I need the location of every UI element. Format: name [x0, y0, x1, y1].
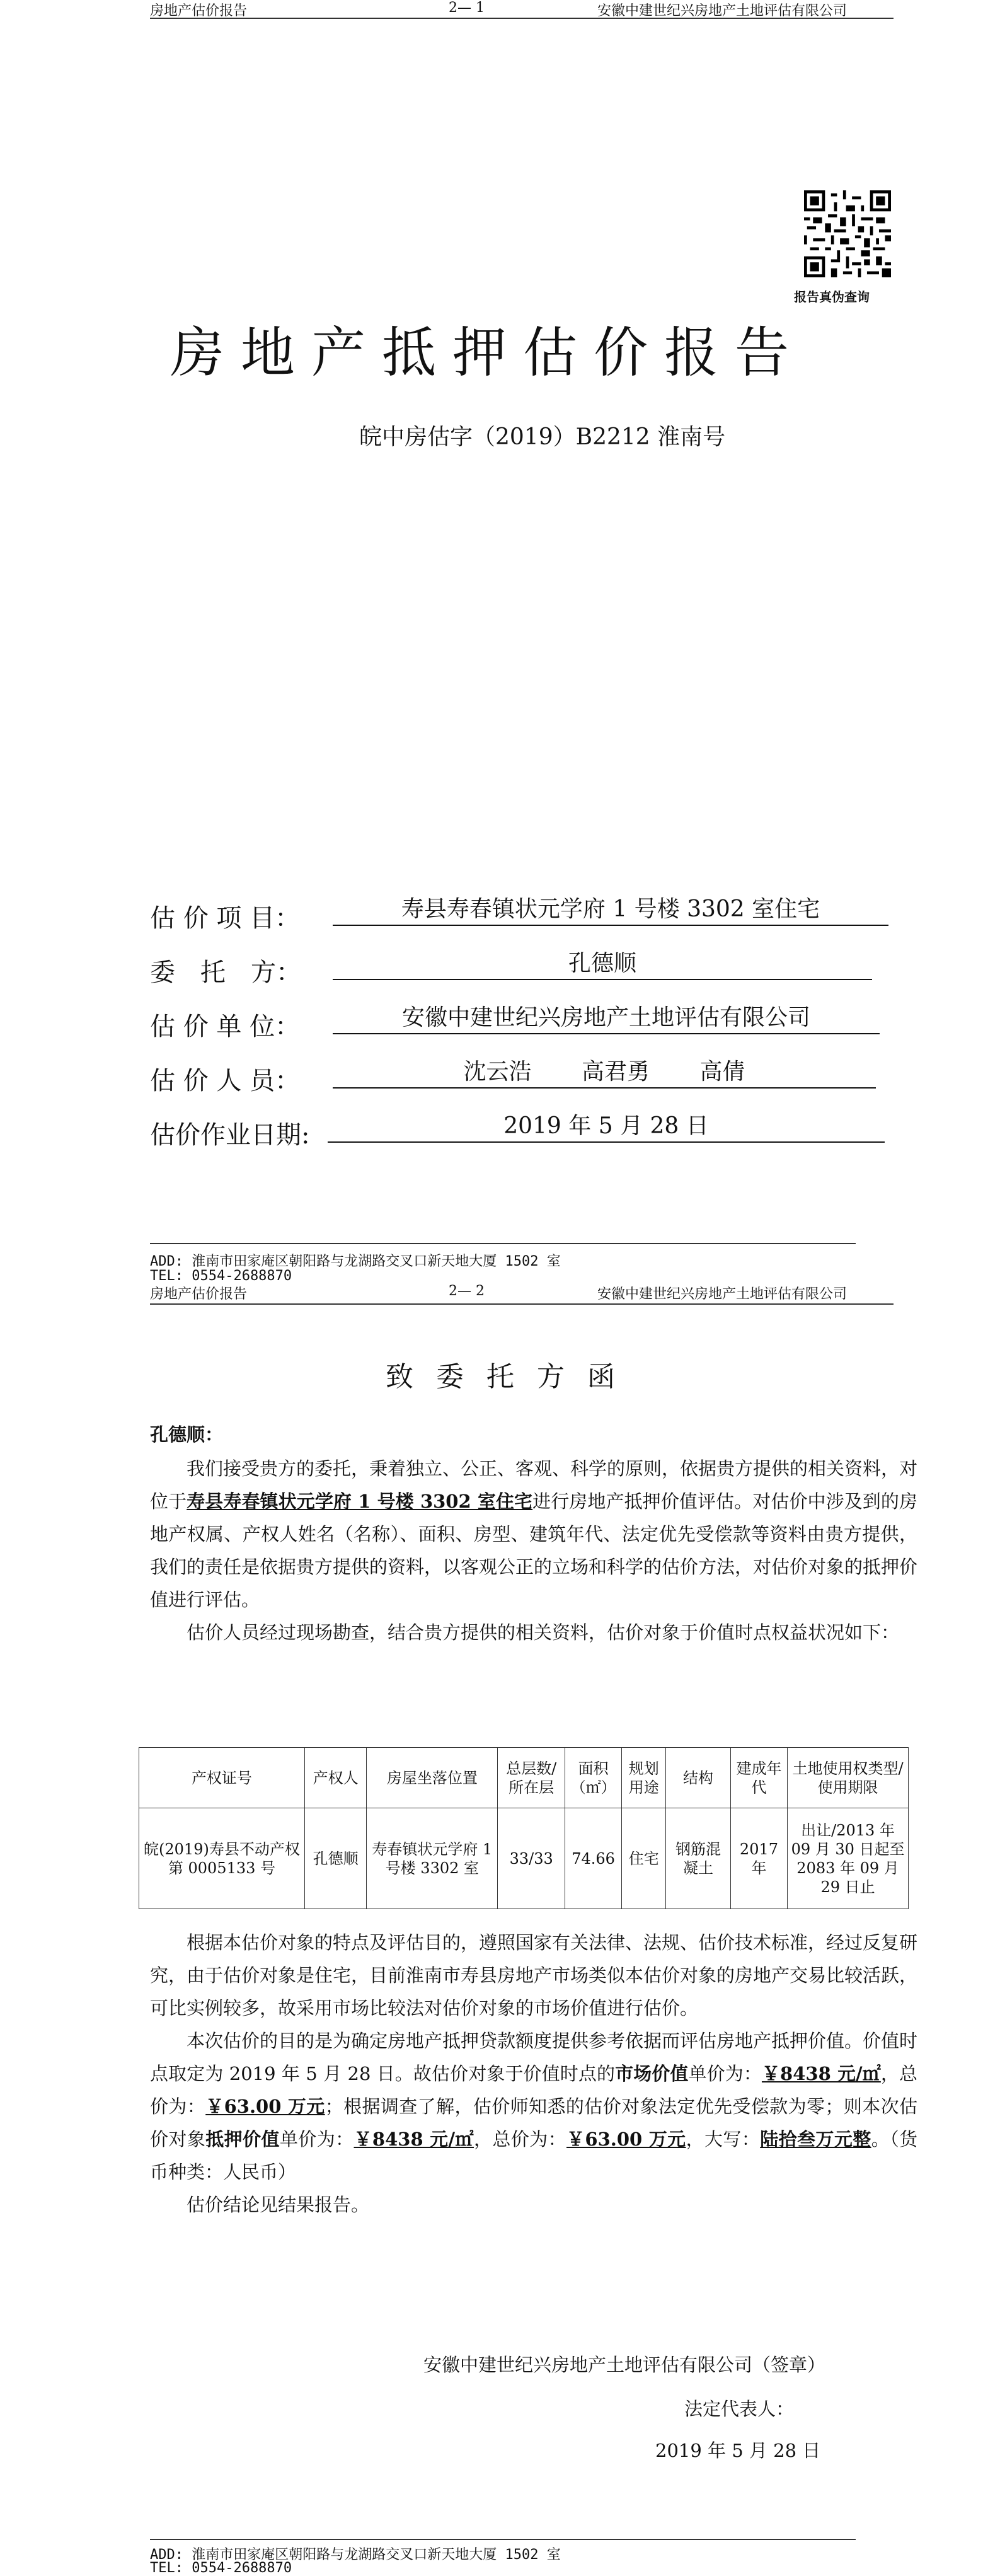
table-cell: 出让/2013 年 09 月 30 日起至 2083 年 09 月 29 日止 — [788, 1808, 909, 1909]
paragraph: 本次估价的目的是为确定房地产抵押贷款额度提供参考依据而评估房地产抵押价值。价值时点取定为 2019 年 5 月 28 日。故估价对象于价值时点的市场价值单价为：￥8438 元/㎡，总价为：￥63.00 万元；根据调查了解，估价师知悉的估价对象法定优先受偿款为零；则本次估价对象抵押价值单价为：￥8438 元/㎡，总价为：￥63.00 万元，大写：陆拾叁万元整。（货币种类：人民币） — [150, 2030, 918, 2183]
table-cell: 33/33 — [498, 1808, 565, 1909]
paragraph: 估价结论见结果报告。 — [187, 2194, 370, 2215]
table-cell: 住宅 — [622, 1808, 666, 1909]
amount-in-words: 陆拾叁万元整 — [760, 2128, 871, 2150]
signature-representative: 法定代表人： — [684, 2398, 795, 2420]
paragraph: 我们接受贵方的委托，秉着独立、公正、客观、科学的原则，依据贵方提供的相关资料，对位于寿县寿春镇状元学府 1 号楼 3302 室住宅进行房地产抵押价值评估。对估价中涉及到的房地产权属、产权人姓名（名称）、面积、房型、建筑年代、法定优先受偿款等资料由贵方提供，我们的责任是依据贵方提供的资料，以客观公正的立场和科学的估价方法，对估价对象的抵押价值进行评估。 — [150, 1458, 918, 1610]
table-cell: 皖(2019)寿县不动产权第 0005133 号 — [139, 1808, 305, 1909]
letter-body-top — [150, 1452, 917, 1649]
header-left: 房地产估价报告 — [150, 1286, 248, 1302]
header-page-number: 2— 2 — [449, 1283, 485, 1299]
footer-phone: TEL: 0554-2688870 — [150, 2560, 292, 2576]
table-header: 房屋坐落位置 — [367, 1748, 498, 1808]
table-cell: 74.66 — [565, 1808, 621, 1909]
property-table — [139, 1747, 909, 1909]
table-header: 总层数/所在层 — [498, 1748, 565, 1808]
paragraph: 根据本估价对象的特点及评估目的，遵照国家有关法律、法规、估价技术标准，经过反复研究，由于估价对象是住宅，目前淮南市寿县房地产市场类似本估价对象的房地产交易比较活跃，可比实例较多，故采用市场比较法对估价对象的市场价值进行估价。 — [150, 1932, 918, 2019]
header-page-number: 2— 1 — [449, 0, 485, 16]
table-header: 面积（㎡） — [565, 1748, 621, 1808]
footer-rule — [150, 2539, 856, 2540]
mortgage-total-price: ￥63.00 万元 — [566, 2128, 686, 2150]
appraiser-name: 高君勇 — [581, 1059, 650, 1085]
header-company: 安徽中建世纪兴房地产土地评估有限公司 — [597, 3, 848, 19]
letter-body-bottom — [150, 1926, 917, 2221]
table-cell: 寿春镇状元学府 1 号楼 3302 室 — [367, 1808, 498, 1909]
report-title: 房地产抵押估价报告 — [170, 321, 805, 384]
table-header: 结构 — [666, 1748, 731, 1808]
table-header-row — [139, 1748, 909, 1808]
table-row — [139, 1808, 909, 1909]
appraiser-name: 高倩 — [699, 1059, 745, 1085]
label-appraisers: 估 价 人 员： — [150, 1066, 301, 1095]
table-cell: 孔德顺 — [304, 1808, 366, 1909]
value-appraisers — [333, 1057, 876, 1089]
qr-code-icon[interactable] — [804, 190, 891, 277]
letter-title: 致委托方函 — [386, 1361, 638, 1393]
footer-phone: TEL: 0554-2688870 — [150, 1268, 292, 1284]
header-rule — [150, 18, 894, 19]
table-header: 土地使用权类型/使用期限 — [788, 1748, 909, 1808]
report-number: 皖中房估字（2019）B2212 淮南号 — [359, 424, 726, 450]
footer-address: ADD: 淮南市田家庵区朝阳路与龙湖路交叉口新天地大厦 1502 室 — [150, 1254, 561, 1269]
property-address: 寿县寿春镇状元学府 1 号楼 3302 室住宅 — [187, 1491, 533, 1512]
table-header: 建成年代 — [730, 1748, 787, 1808]
table-header: 产权证号 — [139, 1748, 305, 1808]
signature-company: 安徽中建世纪兴房地产土地评估有限公司（签章） — [423, 2354, 826, 2376]
header-left: 房地产估价报告 — [150, 3, 248, 19]
mortgage-unit-price: ￥8438 元/㎡ — [353, 2128, 474, 2150]
market-total-price: ￥63.00 万元 — [205, 2096, 325, 2117]
footer-rule — [150, 1243, 856, 1244]
signature-date: 2019 年 5 月 28 日 — [655, 2440, 821, 2461]
table-cell: 钢筋混凝土 — [666, 1808, 731, 1909]
header-company: 安徽中建世纪兴房地产土地评估有限公司 — [597, 1286, 848, 1302]
salutation: 孔德顺： — [150, 1424, 224, 1445]
qr-caption: 报告真伪查询 — [794, 289, 870, 304]
value-client: 孔德顺 — [333, 949, 872, 980]
footer-address: ADD: 淮南市田家庵区朝阳路与龙湖路交叉口新天地大厦 1502 室 — [150, 2547, 561, 2563]
value-project: 寿县寿春镇状元学府 1 号楼 3302 室住宅 — [333, 894, 888, 926]
header-rule — [150, 1303, 894, 1305]
label-project: 估 价 项 目： — [150, 904, 301, 933]
appraiser-name: 沈云浩 — [463, 1059, 532, 1085]
value-work-date: 2019 年 5 月 28 日 — [328, 1111, 885, 1143]
paragraph: 估价人员经过现场勘查，结合贵方提供的相关资料，估价对象于价值时点权益状况如下： — [187, 1622, 900, 1643]
table-header: 规划用途 — [622, 1748, 666, 1808]
label-appraiser-unit: 估 价 单 位： — [150, 1012, 301, 1041]
table-header: 产权人 — [304, 1748, 366, 1808]
table-cell: 2017 年 — [730, 1808, 787, 1909]
value-appraiser-unit: 安徽中建世纪兴房地产土地评估有限公司 — [333, 1003, 880, 1034]
market-unit-price: ￥8438 元/㎡ — [761, 2063, 881, 2084]
label-work-date: 估价作业日期: — [150, 1121, 310, 1150]
label-client: 委 托 方： — [150, 958, 301, 987]
